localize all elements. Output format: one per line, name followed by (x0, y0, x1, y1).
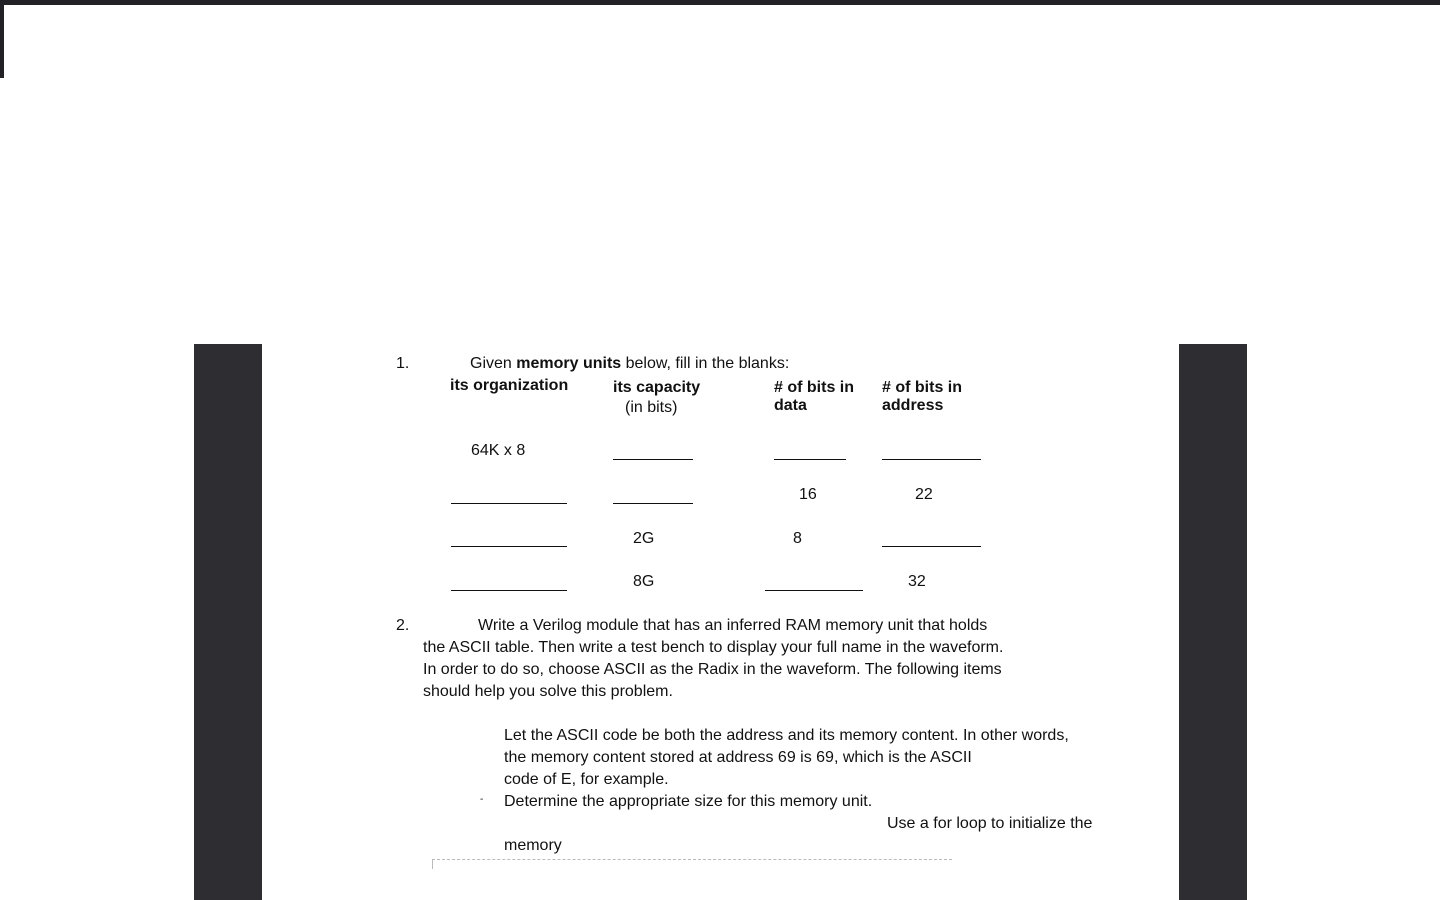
q2-line2: the ASCII table. Then write a test bench to display your full name in the waveform. (423, 639, 1004, 656)
row3-data: 8 (793, 530, 802, 547)
row3-capacity: 2G (633, 530, 655, 547)
row1-capacity-blank (613, 459, 693, 460)
header-address-2: address (882, 397, 944, 414)
row4-organization-blank (451, 590, 567, 591)
row4-capacity: 8G (633, 573, 655, 590)
header-data-1: # of bits in (774, 379, 854, 396)
bullet3-line1: Use a for loop to initialize the (887, 815, 1093, 832)
q2-number: 2. (396, 617, 410, 634)
q1-intro-bold: memory units (516, 355, 622, 372)
row2-organization-blank (451, 503, 567, 504)
bullet1-line1: Let the ASCII code be both the address and its memory content. In other words, (504, 727, 1069, 744)
bullet3-line2: memory (504, 837, 562, 854)
row2-address: 22 (915, 486, 933, 503)
row1-data-blank (774, 459, 846, 460)
window-top-border (0, 0, 1440, 5)
cut-off-text-line (432, 859, 952, 860)
header-capacity-1: its capacity (613, 379, 701, 396)
document-page (262, 344, 1179, 900)
q1-intro-post: below, fill in the blanks: (621, 355, 790, 372)
row4-address: 32 (908, 573, 926, 590)
window-left-border (0, 0, 4, 78)
q1-intro-pre: Given (470, 355, 517, 372)
row1-address-blank (882, 459, 981, 460)
bullet2-marker: - (480, 794, 484, 805)
header-organization: its organization (450, 377, 569, 394)
q2-line1: Write a Verilog module that has an inferred RAM memory unit that holds (478, 617, 988, 634)
row2-data: 16 (799, 486, 817, 503)
q1-intro (470, 353, 789, 375)
row3-address-blank (882, 546, 981, 547)
q2-line3: In order to do so, choose ASCII as the Radix in the waveform. The following items (423, 661, 1002, 678)
bullet1-line3: code of E, for example. (504, 771, 669, 788)
row1-organization: 64K x 8 (471, 442, 526, 459)
q2-line4: should help you solve this problem. (423, 683, 673, 700)
viewer-left-margin (194, 344, 262, 900)
header-capacity-2: (in bits) (625, 399, 678, 416)
header-address-1: # of bits in (882, 379, 962, 396)
bullet1-line2: the memory content stored at address 69 is 69, which is the ASCII (504, 749, 972, 766)
q1-number: 1. (396, 355, 410, 372)
row2-capacity-blank (613, 503, 693, 504)
viewer-right-margin (1179, 344, 1247, 900)
cut-off-text-tick (432, 859, 433, 869)
row3-organization-blank (451, 546, 567, 547)
header-data-2: data (774, 397, 807, 414)
row4-data-blank (765, 590, 863, 591)
bullet2-text: Determine the appropriate size for this memory unit. (504, 793, 873, 810)
